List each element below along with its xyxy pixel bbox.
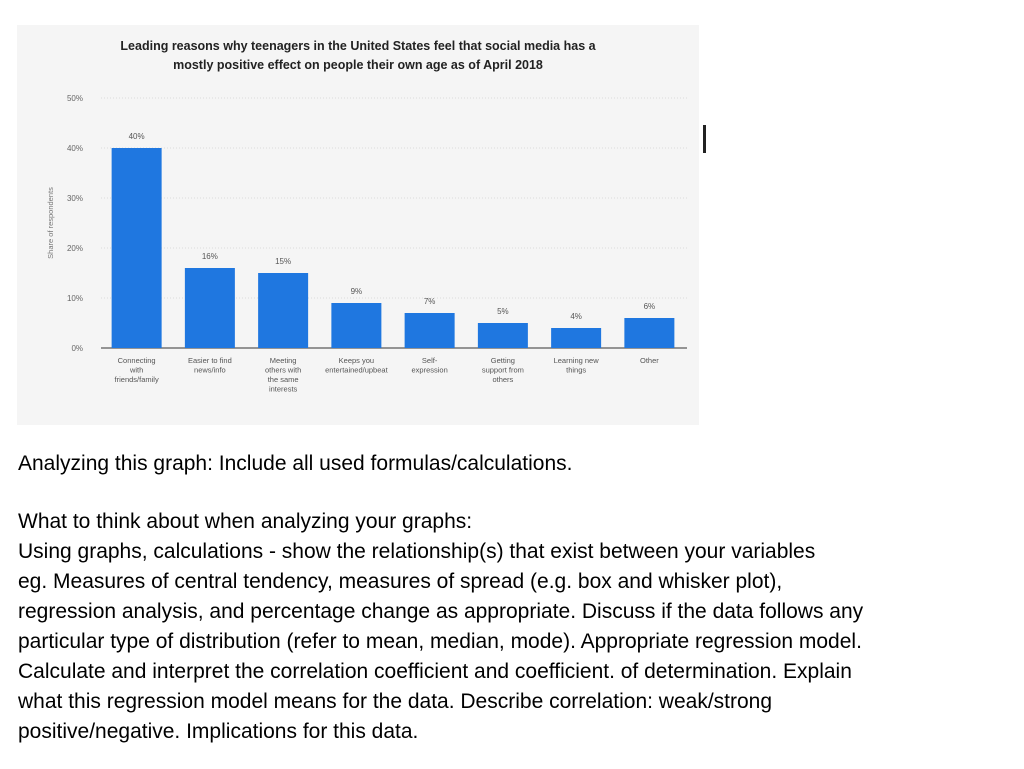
x-tick-label: things: [566, 365, 587, 375]
x-tick-label: Connecting: [117, 356, 156, 365]
chart-panel: [17, 25, 699, 425]
x-tick-label: support from: [481, 365, 524, 375]
analysis-guide: [18, 507, 1018, 747]
bar: [551, 328, 601, 348]
x-tick-label: with: [129, 365, 144, 375]
bar-value-label: 15%: [275, 257, 292, 266]
x-tick-label: Keeps you: [338, 356, 375, 365]
x-tick-label: Learning new: [553, 356, 599, 365]
bar: [258, 273, 308, 348]
bar: [331, 303, 381, 348]
bar: [478, 323, 528, 348]
bar-chart: [17, 25, 699, 425]
y-tick-label: 40%: [66, 144, 83, 153]
x-tick-label: expression: [411, 365, 448, 375]
y-tick-label: 50%: [66, 94, 83, 103]
x-tick-label: interests: [268, 384, 298, 394]
bar-value-label: 6%: [643, 302, 656, 311]
x-tick-label: Easier to find: [187, 356, 232, 365]
x-tick-label: Meeting: [269, 356, 297, 365]
y-tick-label: 20%: [66, 244, 83, 253]
guide-line: Calculate and interpret the correlation coefficient and coefficient. of determination. Explain: [18, 660, 852, 683]
x-tick-label: entertained/upbeat: [325, 365, 388, 375]
x-tick-label: Self-: [421, 356, 438, 365]
bar: [405, 313, 455, 348]
bar-value-label: 7%: [423, 297, 436, 306]
x-tick-label: news/info: [194, 365, 226, 375]
bar-value-label: 5%: [497, 307, 509, 316]
bar-value-label: 4%: [570, 312, 582, 321]
y-tick-label: 0%: [71, 344, 83, 353]
x-tick-label: friends/family: [114, 375, 159, 384]
x-tick-label: Other: [639, 356, 659, 365]
x-tick-label: others with: [264, 365, 302, 375]
chart-title-line: mostly positive effect on people their own age as of April 2018: [173, 58, 543, 72]
guide-line: What to think about when analyzing your graphs:: [18, 510, 473, 533]
text-cursor: [703, 125, 706, 153]
guide-line: positive/negative. Implications for this data.: [18, 720, 419, 743]
guide-line: eg. Measures of central tendency, measures of spread (e.g. box and whisker plot),: [18, 570, 783, 593]
bar-value-label: 40%: [128, 132, 145, 141]
y-axis-label: Share of respondents: [46, 187, 55, 259]
guide-line: what this regression model means for the data. Describe correlation: weak/strong: [18, 690, 773, 713]
y-tick-label: 10%: [66, 294, 83, 303]
x-tick-label: the same: [267, 375, 299, 384]
bar: [185, 268, 235, 348]
bar-value-label: 9%: [350, 287, 363, 296]
y-tick-label: 30%: [66, 194, 83, 203]
guide-line: regression analysis, and percentage change as appropriate. Discuss if the data follows any: [18, 600, 864, 623]
x-tick-label: Getting: [490, 356, 515, 365]
x-tick-label: others: [492, 375, 514, 384]
bar: [624, 318, 674, 348]
guide-line: Using graphs, calculations - show the relationship(s) that exist between your variables: [18, 540, 816, 563]
guide-line: particular type of distribution (refer to mean, median, mode). Appropriate regression model.: [18, 630, 862, 653]
chart-title-line: Leading reasons why teenagers in the United States feel that social media has a: [120, 39, 596, 53]
bar: [112, 148, 162, 348]
question-text: Analyzing this graph: Include all used formulas/calculations.: [18, 452, 573, 475]
bar-value-label: 16%: [201, 252, 218, 261]
